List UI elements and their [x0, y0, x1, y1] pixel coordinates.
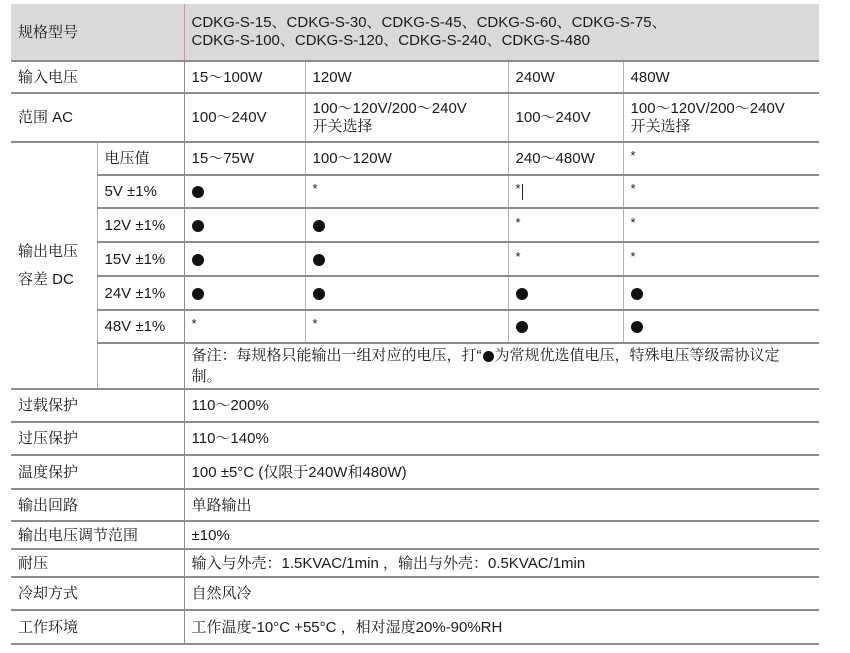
availability-cell	[623, 242, 819, 276]
note-prefix: 备注：每规格只能输出一组对应的电压，打“	[191, 347, 482, 364]
voltage-value-cell	[623, 142, 819, 175]
spec-row	[11, 610, 819, 644]
voltage-value-cell: 240～480W	[508, 142, 623, 175]
star-mark: *	[630, 214, 636, 230]
star-mark: *	[630, 248, 636, 264]
output-header-row	[11, 142, 819, 175]
availability-cell	[305, 175, 508, 208]
model-list	[184, 4, 819, 61]
output-dc-label-line1: 输出电压	[18, 242, 79, 260]
spec-label: 输出回路	[11, 489, 184, 521]
spec-value: ±10%	[184, 521, 819, 549]
spec-label: 工作环境	[11, 610, 184, 644]
input-voltage-label: 输入电压	[11, 61, 184, 93]
spec-label: 耐压	[11, 549, 184, 577]
filled-dot-icon	[192, 220, 204, 232]
star-mark: *	[515, 181, 521, 196]
spec-row	[11, 489, 819, 521]
availability-cell	[508, 208, 623, 242]
filled-dot-icon	[516, 321, 528, 333]
output-voltage-row	[11, 242, 819, 276]
output-voltage-row	[11, 175, 819, 208]
input-voltage-cell: 480W	[623, 61, 819, 93]
output-voltage-label: 24V ±1%	[97, 276, 184, 310]
availability-cell	[305, 208, 508, 242]
spec-row	[11, 521, 819, 549]
range-ac-cell-line2: 开关选择	[630, 117, 691, 135]
star-mark: *	[515, 248, 521, 264]
availability-cell	[184, 242, 305, 276]
filled-dot-icon	[631, 288, 643, 300]
input-voltage-row	[11, 61, 819, 93]
range-ac-cell-line2: 开关选择	[312, 117, 373, 135]
model-label: 规格型号	[11, 4, 184, 61]
range-ac-cell	[623, 93, 819, 142]
star-mark: *	[312, 181, 318, 196]
note-spacer	[97, 343, 184, 389]
range-ac-label: 范围 AC	[11, 93, 184, 142]
spec-label: 冷却方式	[11, 577, 184, 610]
filled-dot-icon	[483, 351, 494, 362]
voltage-value-cell: 15～75W	[184, 142, 305, 175]
availability-cell	[508, 310, 623, 343]
star-mark: *	[312, 316, 318, 331]
model-list-line2: CDKG-S-100、CDKG-S-120、CDKG-S-240、CDKG-S-480	[191, 32, 590, 49]
availability-cell	[623, 276, 819, 310]
range-ac-row	[11, 93, 819, 142]
spec-label: 输出电压调节范围	[11, 521, 184, 549]
spec-row	[11, 455, 819, 489]
spec-value: 输入与外壳：1.5KVAC/1min ，输出与外壳：0.5KVAC/1min	[184, 549, 819, 577]
range-ac-cell-line1: 100～120V/200～240V	[312, 99, 467, 117]
input-voltage-cell: 15～100W	[184, 61, 305, 93]
availability-cell	[623, 208, 819, 242]
spec-label: 温度保护	[11, 455, 184, 489]
output-dc-label-line2: 容差 DC	[18, 270, 74, 288]
availability-cell	[623, 310, 819, 343]
spec-table	[11, 4, 819, 645]
availability-cell	[305, 276, 508, 310]
output-voltage-row	[11, 276, 819, 310]
filled-dot-icon	[192, 186, 204, 198]
text-cursor	[522, 184, 523, 200]
output-dc-label	[11, 142, 97, 389]
voltage-value-label: 电压值	[97, 142, 184, 175]
filled-dot-icon	[313, 288, 325, 300]
star-mark: *	[630, 181, 636, 196]
specification-table	[11, 4, 819, 645]
filled-dot-icon	[192, 288, 204, 300]
input-voltage-cell: 120W	[305, 61, 508, 93]
range-ac-cell-line1: 100～120V/200～240V	[630, 99, 785, 117]
availability-cell	[508, 276, 623, 310]
spec-value: 单路输出	[184, 489, 819, 521]
output-voltage-label: 15V ±1%	[97, 242, 184, 276]
availability-cell	[508, 242, 623, 276]
availability-cell	[184, 310, 305, 343]
spec-label: 过压保护	[11, 422, 184, 455]
spec-value: 自然风冷	[184, 577, 819, 610]
filled-dot-icon	[192, 254, 204, 266]
note-suffix: 为常规优选值电压，特殊电压等级需协议定制。	[191, 347, 780, 385]
availability-cell	[184, 175, 305, 208]
spec-label: 过载保护	[11, 389, 184, 422]
output-voltage-row	[11, 208, 819, 242]
spec-row	[11, 422, 819, 455]
range-ac-cell: 100～240V	[184, 93, 305, 142]
range-ac-cell: 100～240V	[508, 93, 623, 142]
availability-cell	[305, 310, 508, 343]
note-text	[184, 343, 819, 389]
spec-value: 100 ±5°C (仅限于240W和480W)	[184, 455, 819, 489]
output-voltage-label: 5V ±1%	[97, 175, 184, 208]
voltage-value-cell: 100～120W	[305, 142, 508, 175]
availability-cell	[508, 175, 623, 208]
availability-cell	[305, 242, 508, 276]
output-voltage-label: 12V ±1%	[97, 208, 184, 242]
availability-cell	[184, 276, 305, 310]
input-voltage-cell: 240W	[508, 61, 623, 93]
filled-dot-icon	[516, 288, 528, 300]
spec-row	[11, 549, 819, 577]
header-row	[11, 4, 819, 61]
filled-dot-icon	[313, 220, 325, 232]
star-mark: *	[515, 214, 521, 230]
star-mark: *	[191, 316, 197, 331]
availability-cell	[184, 208, 305, 242]
filled-dot-icon	[313, 254, 325, 266]
range-ac-cell	[305, 93, 508, 142]
spec-value: 110～200%	[184, 389, 819, 422]
spec-value: 工作温度-10°C +55°C ，相对湿度20%-90%RH	[184, 610, 819, 644]
spec-value: 110～140%	[184, 422, 819, 455]
model-list-line1: CDKG-S-15、CDKG-S-30、CDKG-S-45、CDKG-S-60、CDKG-S-75、	[191, 14, 667, 31]
output-voltage-row	[11, 310, 819, 343]
availability-cell	[623, 175, 819, 208]
spec-row	[11, 577, 819, 610]
spec-row	[11, 389, 819, 422]
star-mark: *	[630, 148, 636, 163]
output-voltage-label: 48V ±1%	[97, 310, 184, 343]
note-row	[11, 343, 819, 389]
filled-dot-icon	[631, 321, 643, 333]
